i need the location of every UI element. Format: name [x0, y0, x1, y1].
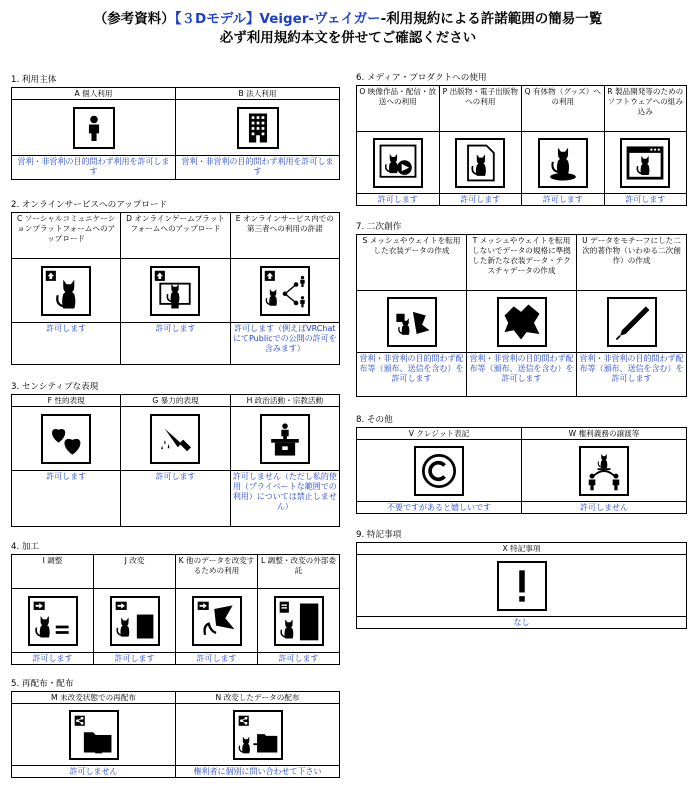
col-label: V クレジット表記 [357, 428, 522, 440]
exclamation-icon [497, 561, 547, 611]
permission-value: 不要ですがあると嬉しいです [357, 502, 522, 514]
permission-value: 許可します [121, 323, 230, 365]
col-label: M 未改変状態での再配布 [12, 692, 176, 704]
online-upload-table [11, 212, 340, 365]
title-model-name: 【３Dモデル】Veiger-ヴェイガー [174, 11, 381, 27]
col-label: O 映像作品・配信・放送への利用 [357, 86, 440, 132]
col-label: U データをモチーフにした二次的著作物（いわゆる二次創作）の作成 [577, 235, 687, 291]
knife-icon [150, 414, 200, 464]
col-label: B 法人利用 [176, 88, 340, 100]
section-title: 9. 特記事項 [356, 530, 402, 540]
col-label: K 他のデータを改変するための利用 [176, 555, 258, 589]
permission-value: 許可します [439, 194, 522, 206]
person-icon [73, 107, 115, 149]
permission-value: なし [357, 617, 687, 629]
col-label: S メッシュやウェイトを転用した衣装データの作成 [357, 235, 467, 291]
share-users-icon [260, 266, 310, 316]
col-label: L 調整・改変の外部委託 [258, 555, 340, 589]
col-label: T メッシュやウェイトを転用しないでデータの規格に準拠した新たな衣装データ・テクスチャデータの作成 [467, 235, 577, 291]
modify-icon [110, 596, 160, 646]
section-special-notes [356, 530, 687, 629]
permission-value: 許可しません [522, 502, 687, 514]
hearts-icon [41, 414, 91, 464]
col-label: C ソーシャルコミュニケーションプラットフォームへのアップロード [12, 213, 121, 259]
section-title: 8. その他 [356, 415, 393, 425]
permission-value: 許可します [12, 471, 121, 527]
figure-icon [538, 138, 588, 188]
pen-icon [607, 297, 657, 347]
section-title: 4. 加工 [11, 542, 40, 552]
permission-value: 許可します（例えばVRChatにてPublicでの公開の許可を含みます） [230, 323, 339, 365]
publication-icon [455, 138, 505, 188]
col-label: Q 有体物（グッズ）への利用 [522, 86, 605, 132]
section-media [356, 73, 687, 206]
software-icon [620, 138, 670, 188]
sensitive-table [11, 394, 340, 527]
col-label: H 政治活動・宗教活動 [230, 395, 339, 407]
section-online-upload [11, 200, 340, 365]
title-subtitle: 必ず利用規約本文を併せてご確認ください [219, 30, 477, 46]
permission-value: 許可します [94, 653, 176, 665]
permission-value: 営利・非営利の目的問わず利用を許可します [12, 156, 176, 180]
col-label: X 特記事項 [357, 543, 687, 555]
texture-icon [497, 297, 547, 347]
distribute-modified-icon [233, 710, 283, 760]
section-title: 7. 二次創作 [356, 222, 402, 232]
costume-icon [387, 297, 437, 347]
col-label: R 製品開発等のためのソフトウェアへの組み込み [604, 86, 687, 132]
col-label: A 個人利用 [12, 88, 176, 100]
col-label: D オンラインゲームプラットフォームへのアップロード [121, 213, 230, 259]
col-label: I 調整 [12, 555, 94, 589]
other-table [356, 427, 687, 514]
section-sensitive [11, 382, 340, 527]
section-title: 1. 利用主体 [11, 75, 57, 85]
special-notes-table [356, 542, 687, 629]
permission-value: 許可します [12, 653, 94, 665]
other-data-icon [192, 596, 242, 646]
permission-value: 営利・非営利の目的問わず配布等（頒布、送信を含む）を許可します [577, 353, 687, 397]
col-label: J 改変 [94, 555, 176, 589]
permission-value: 許可します [258, 653, 340, 665]
permission-value: 許可します [357, 194, 440, 206]
permission-value: 許可します [604, 194, 687, 206]
podium-icon [260, 414, 310, 464]
redistribute-icon [69, 710, 119, 760]
derivative-table [356, 234, 687, 397]
section-redistribution [11, 679, 340, 778]
col-label: G 暴力的表現 [121, 395, 230, 407]
section-title: 5. 再配布・配布 [11, 679, 74, 689]
permission-value: 営利・非営利の目的問わず配布等（頒布、送信を含む）を許可します [467, 353, 577, 397]
permission-value: 権利者に個別に問い合わせて下さい [176, 766, 340, 778]
permission-value: 営利・非営利の目的問わず配布等（頒布、送信を含む）を許可します [357, 353, 467, 397]
transfer-icon [579, 446, 629, 496]
building-icon [237, 107, 279, 149]
title-prefix: （参考資料） [93, 11, 175, 27]
redistribution-table [11, 691, 340, 778]
title-suffix: -利用規約による許諾範囲の簡易一覧 [380, 11, 603, 27]
permission-value: 許可します [176, 653, 258, 665]
permission-value: 許可します [12, 323, 121, 365]
section-other [356, 415, 687, 514]
permission-value: 許可します [121, 471, 230, 527]
video-icon [373, 138, 423, 188]
section-title: 3. センシティブな表現 [11, 382, 99, 392]
col-label: N 改変したデータの配布 [176, 692, 340, 704]
col-label: W 権利義務の譲渡等 [522, 428, 687, 440]
section-processing [11, 542, 340, 665]
document-title [0, 10, 696, 48]
adjust-icon [28, 596, 78, 646]
section-usage-subject [11, 75, 340, 180]
col-label: F 性的表現 [12, 395, 121, 407]
section-derivative [356, 222, 687, 397]
outsource-icon [274, 596, 324, 646]
processing-table [11, 554, 340, 665]
col-label: P 出版物・電子出版物への利用 [439, 86, 522, 132]
section-title: 6. メディア・プロダクトへの使用 [356, 73, 487, 83]
col-label: E オンラインサービス内での第三者への利用の許諾 [230, 213, 339, 259]
usage-subject-table [11, 87, 340, 180]
permission-value: 許可します [522, 194, 605, 206]
section-title: 2. オンラインサービスへのアップロード [11, 200, 168, 210]
media-table [356, 85, 687, 206]
upload-monitor-icon [150, 266, 200, 316]
upload-cat-icon [41, 266, 91, 316]
permission-value: 許可しません（ただし私的使用（プライベートな範囲での利用）については禁止しません） [230, 471, 339, 527]
copyright-icon [414, 446, 464, 496]
permission-value: 許可しません [12, 766, 176, 778]
permission-value: 営利・非営利の目的問わず利用を許可します [176, 156, 340, 180]
